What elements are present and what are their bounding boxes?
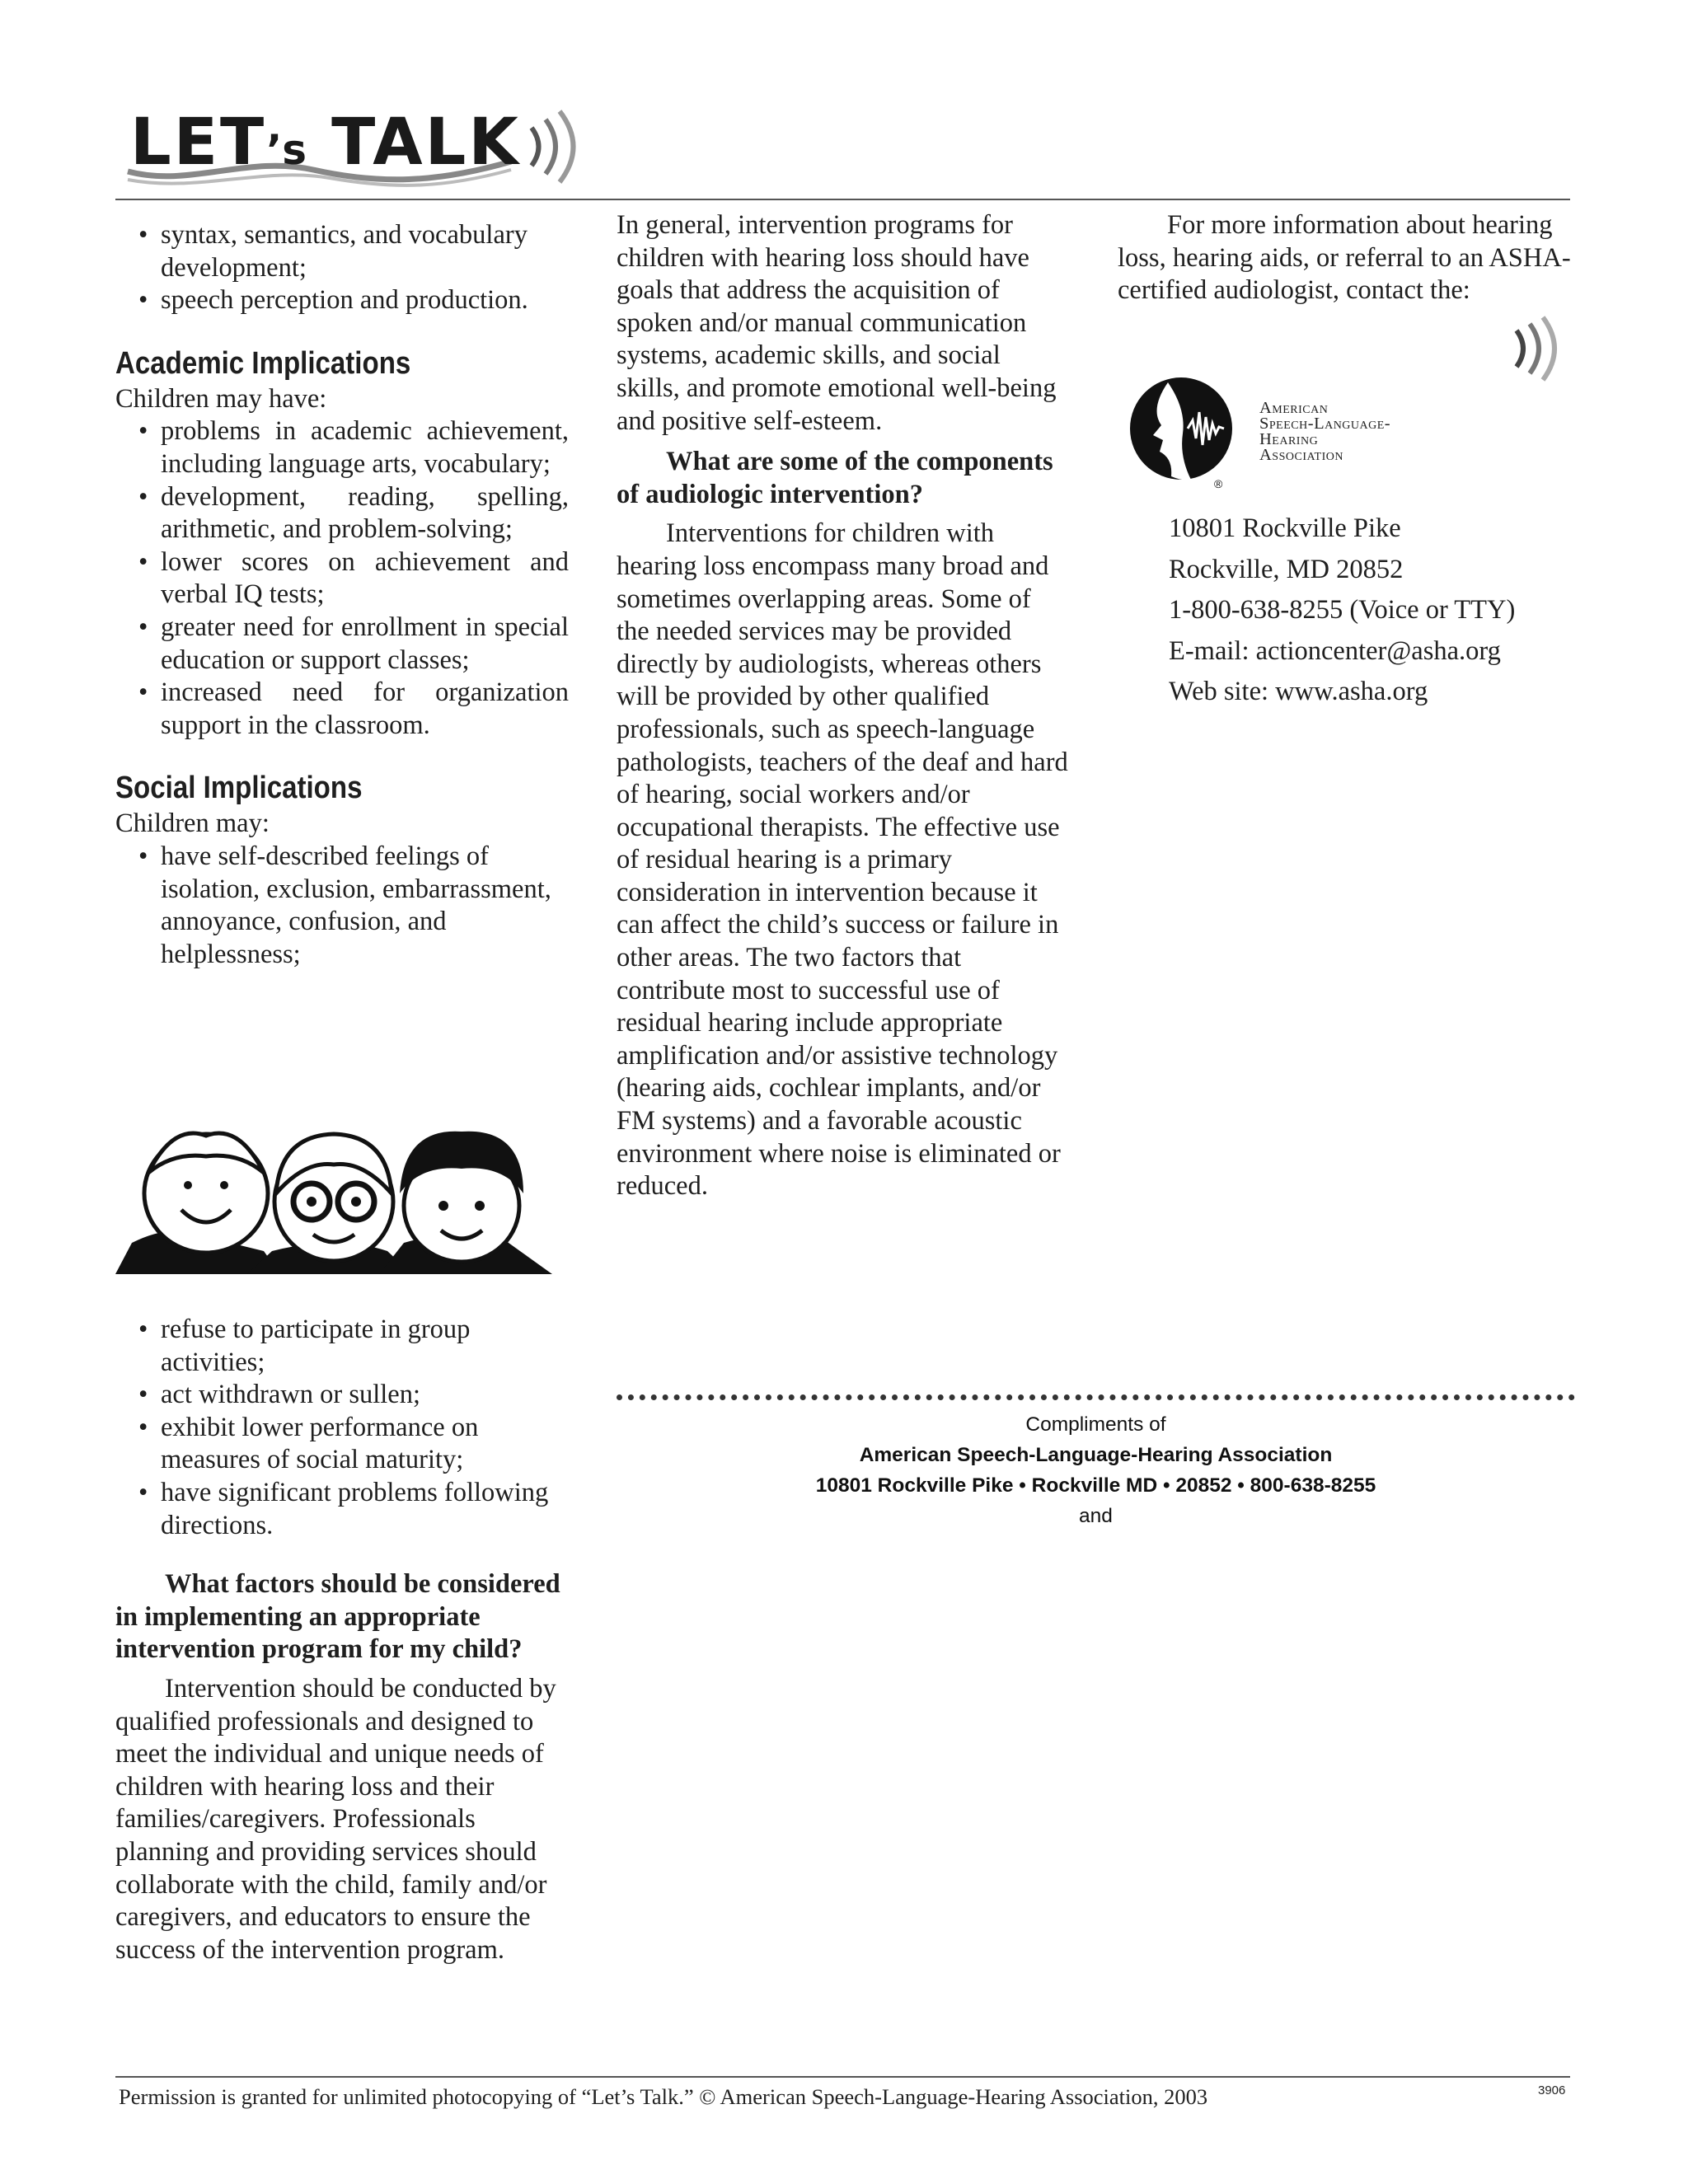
- column-1: [115, 219, 569, 971]
- column-1-continued: [115, 1314, 569, 1966]
- list-item: • greater need for enrollment in special education or support classes;: [115, 612, 569, 677]
- list-item: • act withdrawn or sullen;: [115, 1379, 569, 1412]
- section-lead: Children may have:: [115, 383, 327, 414]
- asha-logo: [1125, 376, 1409, 490]
- address-website: Web site: www.asha.org: [1169, 677, 1428, 706]
- sound-waves-icon: [1508, 316, 1574, 382]
- svg-text:®: ®: [1214, 477, 1223, 490]
- section-heading-academic: Academic Implications: [115, 345, 411, 381]
- list-item: • have self-described feelings of isolation, exclusion, embarrassment, annoyance, confusion, and helplessness;: [115, 841, 569, 971]
- social-list: [115, 841, 569, 971]
- children-illustration: [115, 1127, 560, 1276]
- bullet-list-top: [115, 219, 569, 317]
- answer-paragraph: Intervention should be conducted by qualified professionals and designed to meet the individual and unique needs of children with hearing loss and their families/caregivers. Professionals planning and providing services should collaborate with the child, family and/or caregivers, and educators to ensure the success of the intervention program.: [115, 1673, 556, 1965]
- list-item: • speech perception and production.: [115, 284, 569, 317]
- compliments-and: and: [1079, 1505, 1113, 1527]
- compliments-address: 10801 Rockville Pike • Rockville MD • 20852 • 800-638-8255: [815, 1474, 1376, 1497]
- asha-emblem-graphic: [1125, 376, 1257, 490]
- section-heading-social: Social Implications: [115, 771, 363, 806]
- brand-logo: [124, 91, 602, 198]
- compliments-label: Compliments of: [1025, 1413, 1166, 1436]
- column-3: [1118, 209, 1579, 307]
- footer-divider: [115, 2076, 1570, 2078]
- asha-logo-text: American Speech-Language- Hearing Association: [1259, 399, 1391, 464]
- list-item: • problems in academic achievement, including language arts, vocabulary;: [115, 415, 569, 480]
- list-item: • development, reading, spelling, arithmetic, and problem-solving;: [115, 481, 569, 546]
- sound-waves-icon: [532, 111, 574, 182]
- academic-list: [115, 415, 569, 742]
- address-phone: 1-800-638-8255 (Voice or TTY): [1169, 595, 1516, 625]
- children-faces-graphic: [115, 1127, 560, 1276]
- list-item: • have significant problems following directions.: [115, 1477, 569, 1542]
- question-heading: What are some of the components of audiologic intervention?: [617, 447, 1053, 509]
- document-code: 3906: [1538, 2083, 1566, 2097]
- list-item: • exhibit lower performance on measures of social maturity;: [115, 1412, 569, 1477]
- intro-paragraph: In general, intervention programs for children with hearing loss should have goals that address the acquisition of spoken and/or manual communication systems, academic skills, and social skills, and promote emotional well-being and positive self-esteem.: [617, 210, 1057, 436]
- permission-notice: Permission is granted for unlimited photocopying of “Let’s Talk.” © American Speech-Language-Hearing Association, 2003: [119, 2084, 1208, 2109]
- list-item: • increased need for organization support in the classroom.: [115, 677, 569, 742]
- question-heading: What factors should be considered in implementing an appropriate intervention program for my child?: [115, 1569, 560, 1665]
- section-lead: Children may:: [115, 808, 270, 839]
- list-item: • lower scores on achievement and verbal IQ tests;: [115, 546, 569, 612]
- header-divider: [115, 199, 1570, 200]
- social-list-continued: [115, 1314, 569, 1542]
- contact-address: [1169, 509, 1581, 713]
- column-2: [617, 209, 1068, 1203]
- compliments-org: American Speech-Language-Hearing Association: [859, 1444, 1333, 1466]
- list-item: • syntax, semantics, and vocabulary development;: [115, 219, 569, 284]
- address-email: E-mail: actioncenter@asha.org: [1169, 635, 1501, 666]
- compliments-block: [617, 1409, 1575, 1531]
- list-item: • refuse to participate in group activities;: [115, 1314, 569, 1379]
- brand-wordmark: LET’s TALK: [130, 105, 521, 180]
- dotted-divider: [617, 1394, 1575, 1400]
- address-city: Rockville, MD 20852: [1169, 554, 1404, 584]
- answer-paragraph: Interventions for children with hearing loss encompass many broad and sometimes overlapping areas. Some of the needed services may be provided directly by audiologists, whereas others will be provided by other qualified professionals, such as speech-language pathologists, teachers of the deaf and hard of hearing, social workers and/or occupational therapists. The effective use of residual hearing is a primary consideration in intervention because it can affect the child’s success or failure in other areas. The two factors that contribute most to successful use of residual hearing include appropriate amplification and/or assistive technology (hearing aids, cochlear implants, and/or FM systems) and a favorable acoustic environment where noise is eliminated or reduced.: [617, 518, 1068, 1202]
- address-street: 10801 Rockville Pike: [1169, 513, 1401, 543]
- contact-intro: For more information about hearing loss, hearing aids, or referral to an ASHA-certified audiologist, contact the:: [1118, 210, 1571, 306]
